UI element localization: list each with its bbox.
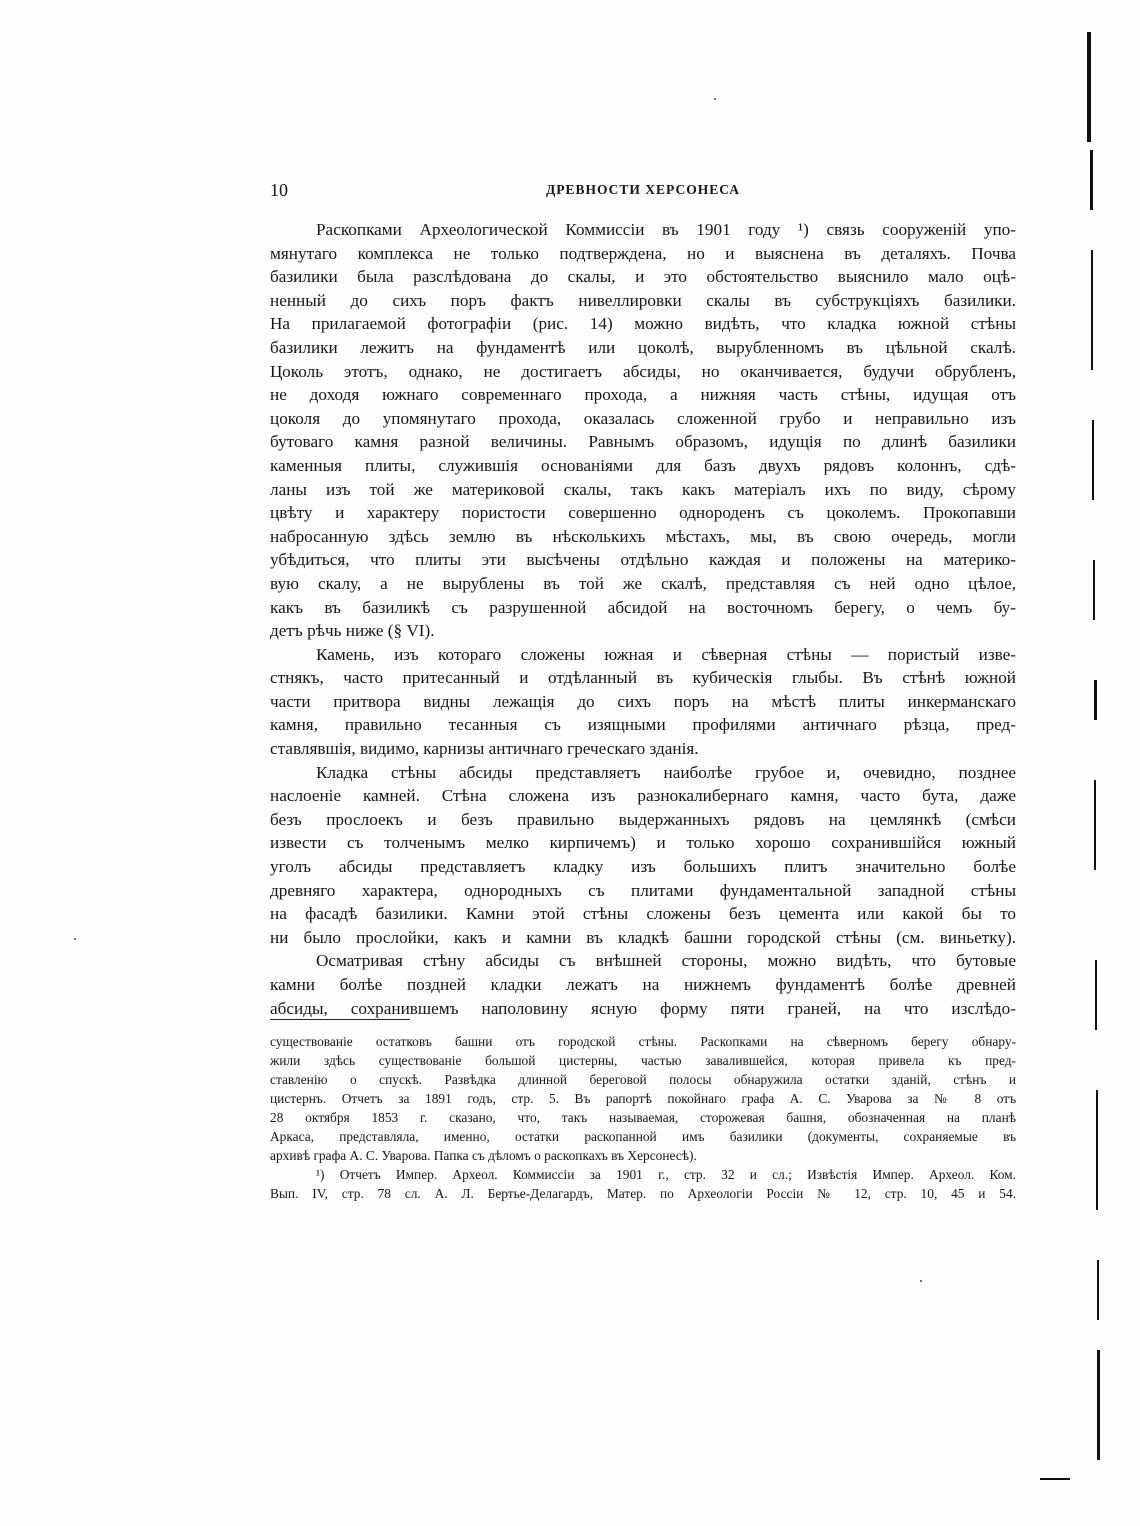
footnotes-block (270, 1032, 1016, 1203)
page-number: 10 (270, 180, 288, 200)
footnote-line: 28 октября 1853 г. сказано, что, такъ называемая, сторожевая башня, обозначенная на планѣ (270, 1110, 1016, 1125)
text-line: извести съ толченымъ мелко кирпичемъ) и только хорошо сохранившійся южный (270, 833, 1016, 853)
text-line: камни болѣе поздней кладки лежатъ на нижнемъ фундаментѣ болѣе древней (270, 975, 1016, 994)
footnote-line: Вып. IV, стр. 78 сл. А. Л. Бертье-Делагардъ, Матер. по Археологіи Россіи № 12, стр. 10, 45 и 54. (270, 1186, 1016, 1201)
text-line: Камень, изъ котораго сложены южная и сѣверная стѣны — пористый изве- (316, 644, 1016, 664)
text-line: На прилагаемой фотографіи (рис. 14) можно видѣть, что кладка южной стѣны (270, 314, 1016, 334)
text-line: ненный до сихъ поръ фактъ нивеллировки скалы въ субструкціяхъ базилики. (270, 290, 1016, 310)
text-line: базилики лежитъ на фундаментѣ или цоколѣ, вырубленномъ въ цѣльной скалѣ. (270, 337, 1016, 357)
text-line: ланы изъ той же материковой скалы, такъ какъ матеріалъ ихъ по виду, сѣрому (270, 479, 1016, 499)
text-line: на фасадѣ базилики. Камни этой стѣны сложены безъ цемента или какой бы то (270, 904, 1016, 924)
text-line: бутоваго камня разной величины. Равнымъ образомъ, идущія по длинѣ базилики (270, 432, 1016, 452)
text-line: вую скалу, а не вырублены въ той же скалѣ, представляя съ ней одно цѣлое, (270, 573, 1016, 593)
scan-speck (74, 938, 76, 940)
scan-edge-mark (1097, 1260, 1099, 1320)
scan-edge-mark (1092, 420, 1094, 500)
text-line: цвѣту и характеру пористости совершенно однороденъ съ цоколемъ. Прокопавши (270, 503, 1016, 523)
footnote-line: ставленію о спускѣ. Развѣдка длинной береговой полосы обнаружила остатки зданій, стѣнъ и (270, 1072, 1016, 1087)
text-line: стнякъ, часто притесанный и отдѣланный въ кубическія глыбы. Въ стѣнѣ южной (270, 668, 1016, 688)
text-line: наслоеніе камней. Стѣна сложена изъ разнокалибернаго камня, часто бута, даже (270, 786, 1016, 806)
text-line: цоколя до упомянутаго прохода, оказалась сложенной грубо и неправильно изъ (270, 408, 1016, 428)
text-line: Осматривая стѣну абсиды съ внѣшней стороны, можно видѣть, что бутовые (316, 951, 1016, 971)
text-line: Кладка стѣны абсиды представляетъ наиболѣе грубое и, очевидно, позднее (316, 762, 1016, 782)
footnote-line: Аркаса, представляла, именно, остатки раскопанной имъ базилики (документы, сохраняемые въ (270, 1129, 1016, 1144)
text-line: части притвора видны лежащія до сихъ поръ на мѣстѣ плиты инкерманскаго (270, 691, 1016, 711)
footnote-line: цистернъ. Отчетъ за 1891 годъ, стр. 5. Въ рапортѣ покойнаго графа А. С. Уварова за № 8 отъ (270, 1091, 1016, 1106)
text-line: какъ въ базиликѣ съ разрушенной абсидой на восточномъ берегу, о чемъ бу- (270, 597, 1016, 617)
footnote-line: ¹) Отчетъ Импер. Археол. Коммиссіи за 1901 г., стр. 32 и сл.; Извѣстія Импер. Археол. Ком. (316, 1167, 1016, 1182)
text-line: Раскопками Археологической Коммиссіи въ 1901 году ¹) связь сооруженій упо- (316, 220, 1016, 239)
text-line: не доходя южнаго современнаго прохода, а нижняя часть стѣны, идущая отъ (270, 385, 1016, 405)
scan-edge-mark (1093, 560, 1095, 620)
text-line: убѣдиться, что плиты эти высѣчены отдѣльно каждая и положены на материко- (270, 550, 1016, 570)
text-line: древняго характера, однородныхъ съ плитами фундаментальной западной стѣны (270, 880, 1016, 900)
text-line: камня, правильно тесанныя съ изящными профилями античнаго рѣзца, пред- (270, 715, 1016, 735)
scan-edge-mark (1091, 250, 1093, 370)
text-line: набросанную здѣсь землю въ нѣсколькихъ мѣстахъ, мы, въ свою очередь, могли (270, 526, 1016, 546)
scan-edge-mark (1095, 960, 1097, 1030)
text-line: уголъ абсиды представляетъ кладку изъ большихъ плитъ значительно болѣе (270, 857, 1016, 877)
scan-speck (920, 1280, 922, 1282)
text-line: ни было прослойки, какъ и камни въ кладкѣ башни городской стѣны (см. виньетку). (270, 927, 1016, 947)
page-header (270, 180, 1016, 202)
text-line: безъ прослоекъ и безъ правильно выдержанныхъ рядовъ на цемлянкѣ (смѣси (270, 809, 1016, 829)
footnote-line: жили здѣсь существованіе большой цистерны, частью завалившейся, которая привела къ пред- (270, 1053, 1016, 1068)
text-line: детъ рѣчь ниже (§ VI). (270, 621, 435, 641)
scan-edge-mark (1094, 680, 1097, 720)
text-line: каменныя плиты, служившія основаніями для базъ двухъ рядовъ колоннъ, сдѣ- (270, 455, 1016, 475)
text-line: мянутаго комплекса не только подтверждена, но и выяснена въ деталяхъ. Почва (270, 243, 1016, 263)
running-title: ДРЕВНОСТИ ХЕРСОНЕСА (545, 182, 741, 197)
scan-edge-mark (1097, 1350, 1100, 1460)
footnote-line: существованіе остатковъ башни отъ городской стѣны. Раскопками на сѣверномъ берегу обнару- (270, 1034, 1016, 1049)
footnote-separator (270, 1019, 410, 1020)
text-line: базилики была разслѣдована до скалы, и это обстоятельство выяснило мало оцѣ- (270, 267, 1016, 287)
scan-edge-mark (1087, 32, 1091, 142)
scan-speck (714, 98, 716, 100)
text-line: абсиды, сохранившемъ наполовину ясную форму пяти граней, на что изслѣдо- (270, 998, 1016, 1018)
scan-edge-mark (1090, 150, 1093, 210)
main-text-block (270, 218, 1016, 1020)
scan-edge-mark (1094, 780, 1096, 870)
scan-edge-mark (1040, 1478, 1070, 1480)
footnote-line: архивѣ графа А. С. Уварова. Папка съ дѣломъ о раскопкахъ въ Херсонесѣ). (270, 1148, 697, 1163)
text-line: ставлявшія, видимо, карнизы античнаго греческаго зданія. (270, 739, 699, 759)
scan-edge-mark (1096, 1090, 1098, 1210)
text-line: Цоколь этотъ, однако, не достигаетъ абсиды, но оканчивается, будучи обрубленъ, (270, 361, 1016, 381)
